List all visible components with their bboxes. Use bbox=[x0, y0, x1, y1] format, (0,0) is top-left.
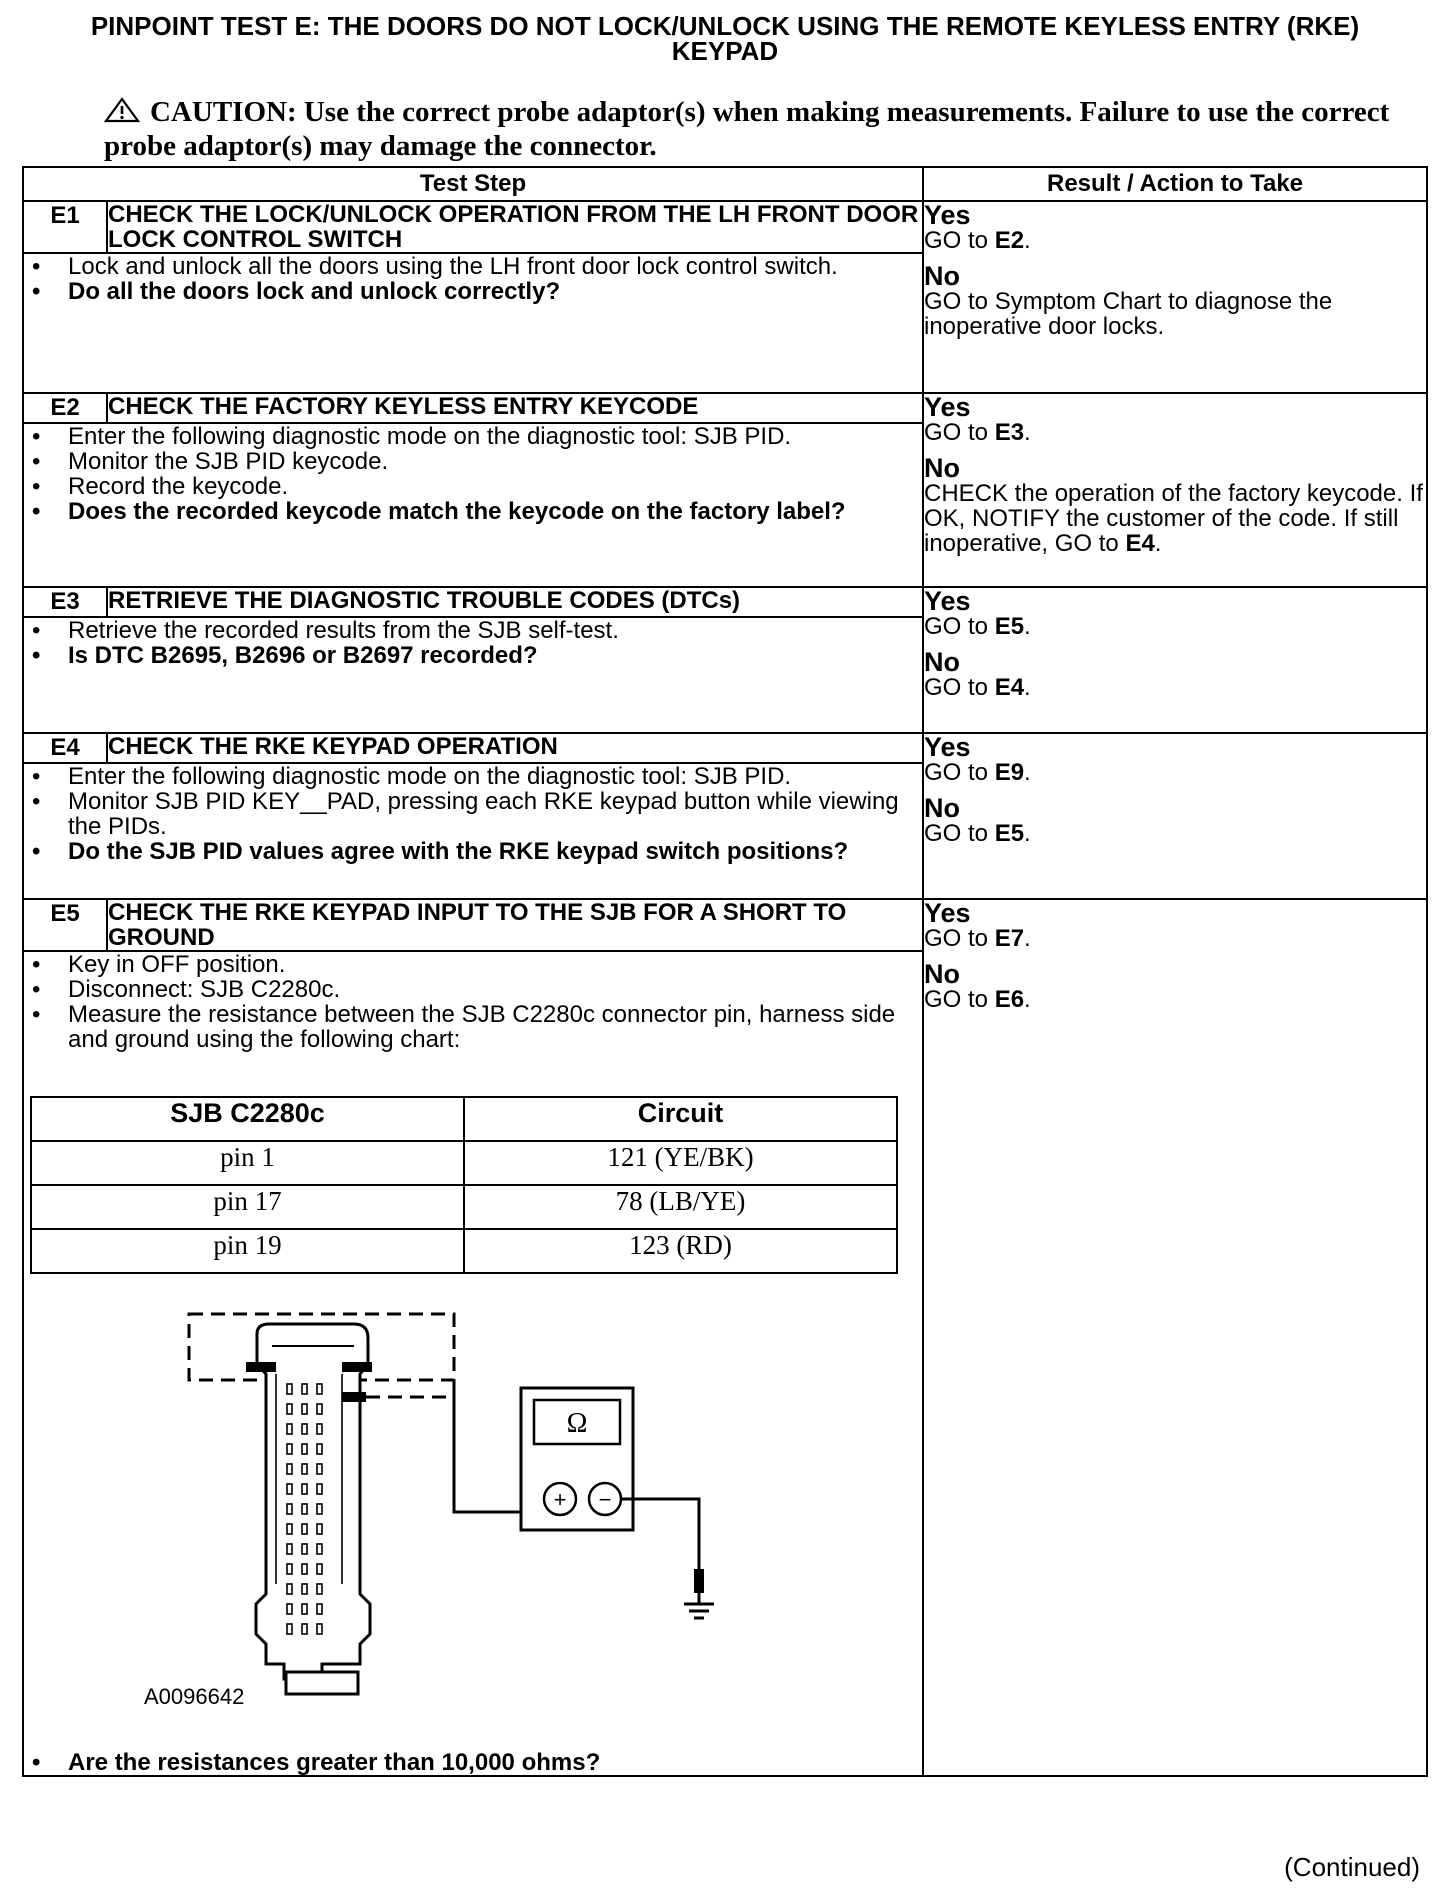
list-item: • Lock and unlock all the doors using the LH front door lock control switch. bbox=[24, 254, 922, 279]
step-body bbox=[23, 617, 923, 733]
connector-diagram-illustration bbox=[24, 1304, 904, 1744]
list-item: • Do all the doors lock and unlock correctly? bbox=[24, 279, 922, 304]
no-action: CHECK the operation of the factory keycode. If OK, NOTIFY the customer of the code. If still inoperative, GO to E4. bbox=[924, 480, 1423, 557]
step-e2-title-row bbox=[23, 393, 1427, 423]
page-title bbox=[20, 11, 1430, 66]
list-item: • Retrieve the recorded results from the SJB self-test. bbox=[24, 618, 922, 643]
warning-triangle-icon bbox=[104, 97, 140, 130]
list-item: • Enter the following diagnostic mode on the diagnostic tool: SJB PID. bbox=[24, 424, 922, 449]
table-row bbox=[31, 1141, 897, 1185]
list-item: • Record the keycode. bbox=[24, 474, 922, 499]
title-line-2: KEYPAD bbox=[671, 36, 779, 66]
yes-label: Yes bbox=[924, 586, 971, 616]
step-e3-title-row bbox=[23, 587, 1427, 617]
circuit-cell: 78 (LB/YE) bbox=[464, 1185, 897, 1229]
list-item: • Does the recorded keycode match the keycode on the factory label? bbox=[24, 499, 922, 524]
yes-label: Yes bbox=[924, 392, 971, 422]
list-item: • Are the resistances greater than 10,000 ohms? bbox=[24, 1750, 922, 1775]
title-line-1: PINPOINT TEST E: THE DOORS DO NOT LOCK/UNLOCK USING THE REMOTE KEYLESS ENTRY (RKE) bbox=[90, 11, 1360, 41]
yes-action: GO to E5. bbox=[924, 613, 1031, 640]
yes-label: Yes bbox=[924, 732, 971, 762]
yes-action: GO to E2. bbox=[924, 227, 1031, 254]
list-item: • Key in OFF position. bbox=[24, 952, 922, 977]
pin-circuit-table bbox=[30, 1096, 898, 1274]
no-label: No bbox=[924, 261, 960, 291]
step-e5-title-row bbox=[23, 899, 1427, 951]
no-label: No bbox=[924, 959, 960, 989]
no-label: No bbox=[924, 453, 960, 483]
step-title: CHECK THE LOCK/UNLOCK OPERATION FROM THE LH FRONT DOOR LOCK CONTROL SWITCH bbox=[107, 201, 923, 253]
pin-column-header: SJB C2280c bbox=[31, 1097, 464, 1141]
ohm-symbol: Ω bbox=[566, 1408, 588, 1439]
list-item: • Measure the resistance between the SJB C2280c connector pin, harness side and ground using the following chart: bbox=[24, 1002, 922, 1052]
caution-note bbox=[104, 96, 1404, 162]
ground-icon bbox=[684, 1604, 714, 1618]
yes-action: GO to E3. bbox=[924, 419, 1031, 446]
yes-label: Yes bbox=[924, 200, 971, 230]
step-id: E1 bbox=[23, 201, 107, 253]
list-item: • Is DTC B2695, B2696 or B2697 recorded? bbox=[24, 643, 922, 668]
table-row bbox=[31, 1097, 897, 1141]
pin-cell: pin 17 bbox=[31, 1185, 464, 1229]
step-title: RETRIEVE THE DIAGNOSTIC TROUBLE CODES (DTCs) bbox=[107, 587, 923, 617]
step-e5-result bbox=[923, 899, 1427, 1776]
no-action: GO to Symptom Chart to diagnose the inoperative door locks. bbox=[924, 288, 1333, 340]
no-label: No bbox=[924, 793, 960, 823]
step-e2-result bbox=[923, 393, 1427, 587]
list-item: • Monitor SJB PID KEY__PAD, pressing each RKE keypad button while viewing the PIDs. bbox=[24, 789, 922, 839]
step-e4-title-row bbox=[23, 733, 1427, 763]
connector-measurement-diagram bbox=[24, 1304, 904, 1744]
header-result: Result / Action to Take bbox=[923, 167, 1427, 201]
circuit-column-header: Circuit bbox=[464, 1097, 897, 1141]
step-body bbox=[23, 951, 923, 1776]
step-body bbox=[23, 763, 923, 899]
step-e4-result bbox=[923, 733, 1427, 899]
no-action: GO to E5. bbox=[924, 820, 1031, 847]
header-test-step: Test Step bbox=[23, 167, 923, 201]
table-row bbox=[31, 1229, 897, 1273]
step-id: E2 bbox=[23, 393, 107, 423]
no-action: GO to E4. bbox=[924, 674, 1031, 701]
yes-action: GO to E9. bbox=[924, 759, 1031, 786]
step-id: E4 bbox=[23, 733, 107, 763]
circuit-cell: 123 (RD) bbox=[464, 1229, 897, 1273]
no-label: No bbox=[924, 647, 960, 677]
step-title: CHECK THE FACTORY KEYLESS ENTRY KEYCODE bbox=[107, 393, 923, 423]
circuit-cell: 121 (YE/BK) bbox=[464, 1141, 897, 1185]
meter-plus-terminal: + bbox=[553, 1487, 567, 1512]
pin-cell: pin 1 bbox=[31, 1141, 464, 1185]
pin-cell: pin 19 bbox=[31, 1229, 464, 1273]
table-header-row bbox=[23, 167, 1427, 201]
figure-id: A0096642 bbox=[144, 1684, 245, 1709]
step-e1-result bbox=[923, 201, 1427, 393]
list-item: • Monitor the SJB PID keycode. bbox=[24, 449, 922, 474]
step-id: E5 bbox=[23, 899, 107, 951]
list-item: • Disconnect: SJB C2280c. bbox=[24, 977, 922, 1002]
step-title: CHECK THE RKE KEYPAD INPUT TO THE SJB FOR A SHORT TO GROUND bbox=[107, 899, 923, 951]
step-id: E3 bbox=[23, 587, 107, 617]
no-action: GO to E6. bbox=[924, 986, 1031, 1013]
table-row bbox=[31, 1185, 897, 1229]
yes-label: Yes bbox=[924, 898, 971, 928]
meter-minus-terminal: − bbox=[598, 1487, 612, 1512]
step-title: CHECK THE RKE KEYPAD OPERATION bbox=[107, 733, 923, 763]
yes-action: GO to E7. bbox=[924, 925, 1031, 952]
list-item: • Do the SJB PID values agree with the RKE keypad switch positions? bbox=[24, 839, 922, 864]
pinpoint-test-table bbox=[22, 166, 1428, 1777]
step-body bbox=[23, 423, 923, 587]
list-item: • Enter the following diagnostic mode on the diagnostic tool: SJB PID. bbox=[24, 764, 922, 789]
continued-note: (Continued) bbox=[1284, 1852, 1420, 1882]
caution-text: CAUTION: Use the correct probe adaptor(s) when making measurements. Failure to use the correct probe adaptor(s) may damage the connector. bbox=[104, 96, 1390, 162]
step-e1-title-row bbox=[23, 201, 1427, 253]
step-e3-result bbox=[923, 587, 1427, 733]
step-body bbox=[23, 253, 923, 393]
